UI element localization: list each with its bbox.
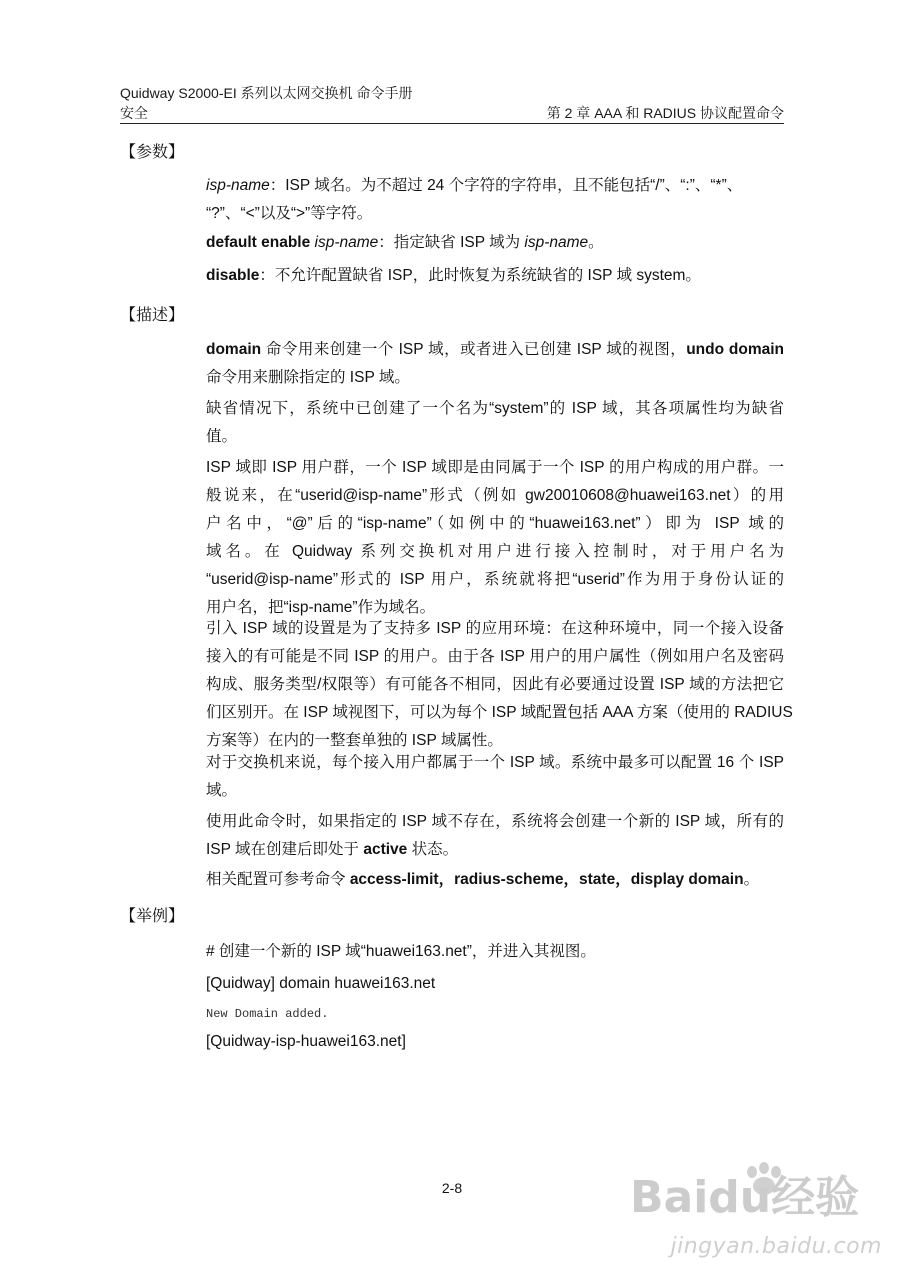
desc-p7-end: 。 [743, 871, 760, 888]
param-default-enable-arg: isp-name [314, 234, 379, 251]
page-number: 2-8 [441, 1180, 463, 1196]
desc-cmd-radius-scheme: radius-scheme [454, 871, 564, 888]
desc-p6-line2-pre: ISP 域在创建后即处于 [206, 841, 364, 858]
param-isp-name-desc-2: “?”、“<”以及“>”等字符。 [206, 205, 373, 222]
param-default-enable-desc: ：指定缺省 ISP 域为 [378, 234, 525, 251]
param-default-enable [206, 229, 784, 257]
param-default-enable-term: default enable [206, 234, 311, 251]
example-command: [Quidway] domain huawei163.net [206, 975, 436, 992]
params-heading: 【参数】 [120, 144, 185, 161]
header-manual-title: Quidway S2000-EI 系列以太网交换机 命令手册 [120, 85, 413, 101]
desc-p6-line2-post: 状态。 [407, 841, 459, 858]
desc-p3-line: 般说来，在“userid@isp-name”形式（例如 gw20010608@huawei163.net）的用 [206, 487, 784, 504]
desc-paragraph-7 [206, 866, 784, 894]
desc-p5-line: 对于交换机来说，每个接入用户都属于一个 ISP 域。系统中最多可以配置 16 个 ISP [206, 754, 784, 771]
desc-p2-line2: 值。 [206, 428, 238, 445]
desc-paragraph-6 [206, 808, 784, 864]
param-isp-name-desc-1: ：ISP 域名。为不超过 24 个字符的字符串，且不能包括“/”、“:”、“*”、 [269, 177, 743, 194]
desc-p4-line: 接入的有可能是不同 ISP 的用户。由于各 ISP 用户的用户属性（例如用户名及密码 [206, 648, 784, 665]
desc-p7-pre: 相关配置可参考命令 [206, 871, 350, 888]
desc-cmd-state: state [579, 871, 616, 888]
desc-p3-line: 域名。在 Quidway 系列交换机对用户进行接入控制时，对于用户名为 [206, 543, 784, 560]
desc-p3-line: 户名中，“@”后的“isp-name”（如例中的“huawei163.net”）即为 ISP 域的 [206, 515, 784, 532]
param-disable-desc: ：不允许配置缺省 ISP，此时恢复为系统缺省的 ISP 域 system。 [259, 267, 701, 284]
param-default-enable-desc-arg: isp-name [524, 234, 589, 251]
desc-p5-line: 域。 [206, 782, 238, 799]
desc-paragraph-2 [206, 395, 784, 451]
desc-p4-line: 构成、服务类型/权限等）有可能各不相同，因此有必要通过设置 ISP 域的方法把它 [206, 676, 784, 693]
desc-active-keyword: active [363, 841, 408, 858]
desc-paragraph-1 [206, 336, 784, 392]
description-heading: 【描述】 [120, 307, 185, 324]
header-divider [120, 123, 784, 124]
desc-cmd-display-domain: display domain [630, 871, 744, 888]
desc-paragraph-4 [206, 615, 793, 755]
desc-p3-line: 用户名，把“isp-name”作为域名。 [206, 599, 436, 616]
desc-p1-mid: 命令用来创建一个 ISP 域，或者进入已创建 ISP 域的视图， [261, 341, 687, 358]
example-comment: # 创建一个新的 ISP 域“huawei163.net”，并进入其视图。 [206, 943, 596, 960]
desc-sep: ， [563, 871, 580, 888]
param-isp-name-term: isp-name [206, 177, 270, 194]
desc-paragraph-3 [206, 454, 784, 622]
param-disable [206, 262, 784, 290]
watermark-url: jingyan.baidu.com [670, 1234, 882, 1259]
param-default-enable-desc-end: 。 [588, 234, 604, 251]
watermark-logo-text: Baidu经验 [630, 1172, 860, 1223]
desc-p3-line: ISP 域即 ISP 用户群，一个 ISP 域即是由同属于一个 ISP 的用户构成的用户群。一 [206, 459, 784, 476]
desc-p2-line1: 缺省情况下，系统中已创建了一个名为“system”的 ISP 域，其各项属性均为缺省 [206, 400, 784, 417]
desc-domain-cmd: domain [206, 341, 262, 358]
desc-sep: ， [615, 871, 631, 888]
desc-cmd-access-limit: access-limit [349, 871, 439, 888]
example-prompt: [Quidway-isp-huawei163.net] [206, 1033, 406, 1050]
desc-undo-domain-cmd: undo domain [686, 341, 784, 358]
param-isp-name [206, 172, 784, 228]
desc-p4-line: 们区别开。在 ISP 域视图下，可以为每个 ISP 域配置包括 AAA 方案（使用的 RADIUS [206, 704, 793, 721]
desc-p3-line: “userid@isp-name”形式的 ISP 用户，系统就将把“userid”作为用于身份认证的 [206, 571, 784, 588]
desc-p4-line: 引入 ISP 域的设置是为了支持多 ISP 的应用环境：在这种环境中，同一个接入设备 [206, 620, 784, 637]
header-chapter: 第 2 章 AAA 和 RADIUS 协议配置命令 [546, 105, 784, 121]
param-disable-term: disable [206, 267, 260, 284]
desc-p4-line: 方案等）在内的一整套单独的 ISP 域属性。 [206, 732, 503, 749]
example-output: New Domain added. [206, 1007, 329, 1021]
baidu-jingyan-watermark-logo [630, 1160, 870, 1230]
desc-paragraph-5 [206, 749, 784, 805]
example-heading: 【举例】 [120, 908, 185, 925]
desc-sep: ， [438, 871, 455, 888]
desc-p1-line2: 命令用来删除指定的 ISP 域。 [206, 369, 410, 386]
header-section: 安全 [120, 105, 148, 121]
desc-p6-line1: 使用此命令时，如果指定的 ISP 域不存在，系统将会创建一个新的 ISP 域，所有的 [206, 813, 784, 830]
